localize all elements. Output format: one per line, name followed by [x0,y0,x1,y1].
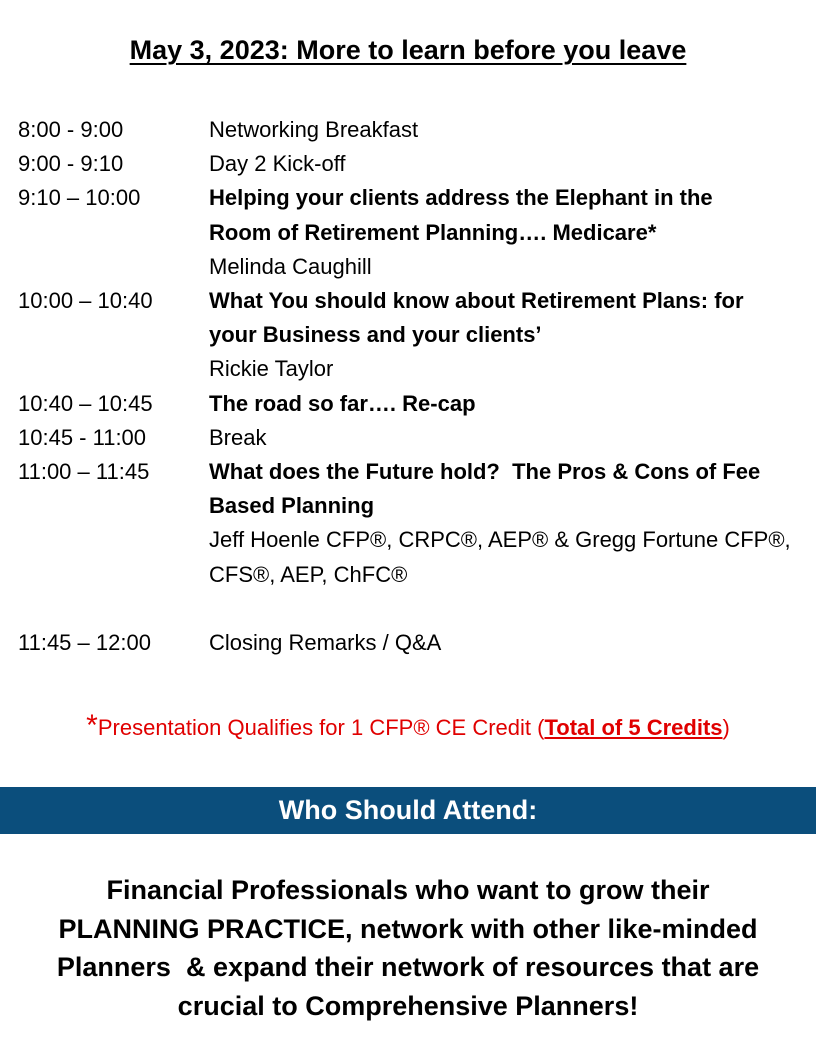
schedule-time: 11:00 – 11:45 [18,458,150,484]
session-title-line: your Business and your clients’ [209,322,542,348]
schedule-row [0,421,816,455]
credit-note [0,709,816,745]
schedule-row [0,147,816,181]
attend-body-line: crucial to Comprehensive Planners! [177,991,639,1022]
credit-note-close: ) [722,715,730,740]
activity-label: Networking Breakfast [209,117,419,142]
schedule-description [209,181,809,284]
session-title-line: What does the Future hold? The Pros & Cons of Fee [209,458,761,484]
page-title-text: May 3, 2023: More to learn before you leave [129,35,687,65]
schedule-time: 10:40 – 10:45 [18,390,153,416]
page-title [0,33,816,67]
schedule-row [0,455,816,592]
attend-body-line: Planners & expand their network of resources that are [56,952,760,983]
credit-asterisk: * [86,709,98,742]
schedule-description [209,455,809,592]
schedule-time: 9:00 - 9:10 [18,151,124,177]
schedule-description [209,113,809,147]
schedule [0,113,816,660]
schedule-description [209,626,809,660]
attend-body-line: PLANNING PRACTICE, network with other like-minded [58,913,758,944]
schedule-description [209,421,809,455]
speaker-name: CFS®, AEP, ChFC® [209,561,408,587]
schedule-row [0,284,816,387]
activity-label: Break [209,424,267,450]
credit-note-text: Presentation Qualifies for 1 CFP® CE Credit ( [97,715,545,740]
session-title-line: Room of Retirement Planning…. Medicare* [209,219,657,245]
session-title-line: What You should know about Retirement Plans: for [209,287,744,313]
speaker-name: Jeff Hoenle CFP®, CRPC®, AEP® & Gregg Fortune CFP®, [209,527,791,553]
attend-body [0,871,816,1026]
session-title-line: Based Planning [209,493,375,519]
schedule-time: 11:45 – 12:00 [18,629,151,655]
schedule-row [0,387,816,421]
speaker-name: Melinda Caughill [209,253,372,279]
session-title-line: The road so far…. Re-cap [209,390,476,416]
schedule-time: 9:10 – 10:00 [18,185,141,211]
activity-label: Closing Remarks / Q&A [209,629,442,655]
speaker-name: Rickie Taylor [209,356,334,382]
attend-body-line: Financial Professionals who want to grow their [106,875,710,905]
schedule-time: 8:00 - 9:00 [18,117,124,142]
who-should-attend-banner [0,787,816,834]
attend-heading: Who Should Attend: [278,795,538,825]
activity-label: Day 2 Kick-off [209,151,346,177]
credit-total: Total of 5 Credits [544,715,723,740]
schedule-row [0,113,816,147]
session-title-line: Helping your clients address the Elephant in the [209,185,713,211]
schedule-description [209,147,809,181]
schedule-description [209,284,809,387]
schedule-time: 10:00 – 10:40 [18,287,153,313]
schedule-time: 10:45 - 11:00 [18,424,147,450]
schedule-description [209,387,809,421]
schedule-row [0,181,816,284]
schedule-row [0,626,816,660]
